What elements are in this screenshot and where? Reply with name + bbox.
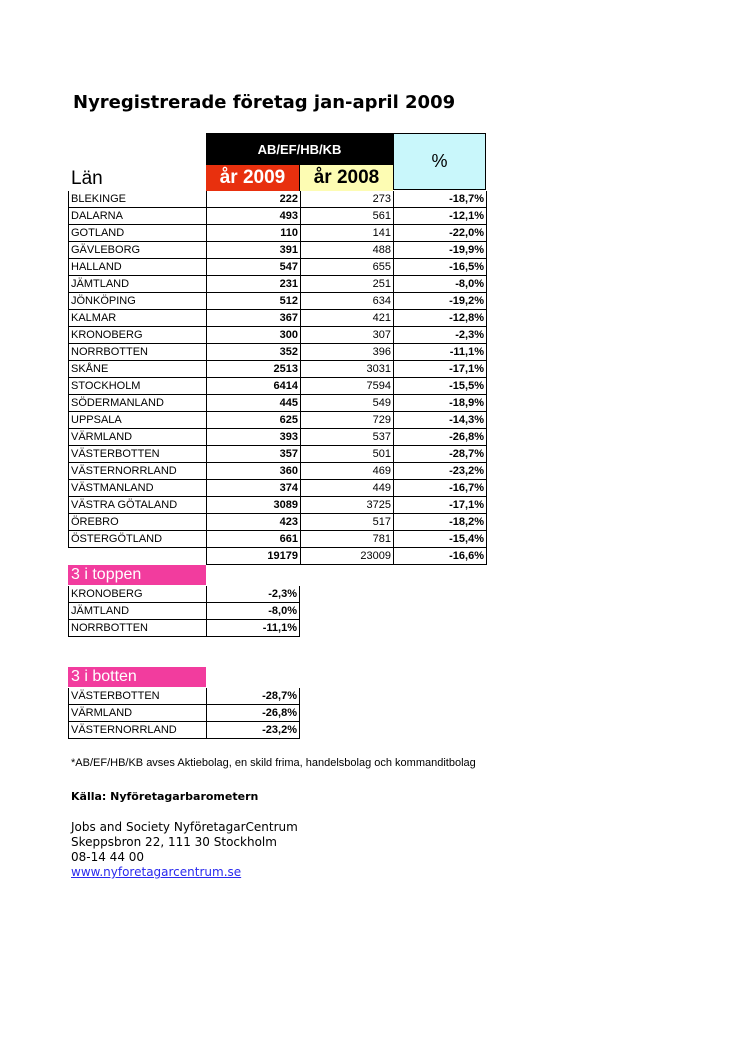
change-percent: -18,2% bbox=[394, 514, 487, 531]
county-name: VÄSTERNORRLAND bbox=[69, 722, 207, 739]
change-percent: -19,9% bbox=[394, 242, 487, 259]
county-name: VÄSTERBOTTEN bbox=[69, 688, 207, 705]
county-table bbox=[68, 191, 487, 565]
list-item bbox=[69, 705, 300, 722]
top3-table bbox=[68, 586, 300, 637]
value-2008: 396 bbox=[301, 344, 394, 361]
table-row bbox=[69, 361, 487, 378]
change-percent: -22,0% bbox=[394, 225, 487, 242]
county-name: VÄSTERNORRLAND bbox=[69, 463, 207, 480]
value-2008: 421 bbox=[301, 310, 394, 327]
table-row bbox=[69, 208, 487, 225]
table-row bbox=[69, 412, 487, 429]
value-2008: 141 bbox=[301, 225, 394, 242]
county-name: BLEKINGE bbox=[69, 191, 207, 208]
value-2009: 300 bbox=[207, 327, 301, 344]
value-2008: 501 bbox=[301, 446, 394, 463]
list-item bbox=[69, 688, 300, 705]
value-2009: 222 bbox=[207, 191, 301, 208]
value-2008: 3031 bbox=[301, 361, 394, 378]
list-item bbox=[69, 722, 300, 739]
table-row bbox=[69, 395, 487, 412]
table-row bbox=[69, 259, 487, 276]
contact-address: Skeppsbron 22, 111 30 Stockholm bbox=[71, 835, 277, 849]
value-2009: 3089 bbox=[207, 497, 301, 514]
change-percent: -17,1% bbox=[394, 497, 487, 514]
header-year-2008: år 2008 bbox=[300, 165, 393, 191]
list-item bbox=[69, 620, 300, 637]
value-2009: 547 bbox=[207, 259, 301, 276]
value-2009: 2513 bbox=[207, 361, 301, 378]
county-name: SÖDERMANLAND bbox=[69, 395, 207, 412]
list-item bbox=[69, 603, 300, 620]
bottom3-table-body bbox=[69, 688, 300, 739]
value-2008: 449 bbox=[301, 480, 394, 497]
value-2009: 661 bbox=[207, 531, 301, 548]
table-row bbox=[69, 378, 487, 395]
total-percent: -16,6% bbox=[394, 548, 487, 565]
contact-website-link[interactable]: www.nyforetagarcentrum.se bbox=[71, 865, 242, 879]
source-label: Källa: Nyföretagarbarometern bbox=[71, 790, 259, 803]
document-title: Nyregistrerade företag jan-april 2009 bbox=[73, 92, 456, 113]
change-percent: -28,7% bbox=[207, 688, 300, 705]
county-name: NORRBOTTEN bbox=[69, 344, 207, 361]
value-2008: 781 bbox=[301, 531, 394, 548]
table-row bbox=[69, 429, 487, 446]
county-name: UPPSALA bbox=[69, 412, 207, 429]
value-2009: 512 bbox=[207, 293, 301, 310]
value-2008: 273 bbox=[301, 191, 394, 208]
value-2008: 3725 bbox=[301, 497, 394, 514]
header-year-2009: år 2009 bbox=[206, 165, 300, 191]
county-name: JÖNKÖPING bbox=[69, 293, 207, 310]
footnote: *AB/EF/HB/KB avses Aktiebolag, en skild frima, handelsbolag och kommanditbolag bbox=[71, 757, 476, 769]
county-name: NORRBOTTEN bbox=[69, 620, 207, 637]
value-2009: 493 bbox=[207, 208, 301, 225]
table-row bbox=[69, 276, 487, 293]
value-2008: 655 bbox=[301, 259, 394, 276]
value-2009: 374 bbox=[207, 480, 301, 497]
value-2008: 307 bbox=[301, 327, 394, 344]
value-2009: 360 bbox=[207, 463, 301, 480]
change-percent: -8,0% bbox=[394, 276, 487, 293]
total-row bbox=[69, 548, 487, 565]
change-percent: -11,1% bbox=[394, 344, 487, 361]
table-row bbox=[69, 480, 487, 497]
value-2009: 391 bbox=[207, 242, 301, 259]
change-percent: -28,7% bbox=[394, 446, 487, 463]
change-percent: -19,2% bbox=[394, 293, 487, 310]
table-row bbox=[69, 191, 487, 208]
county-name: KALMAR bbox=[69, 310, 207, 327]
county-table-body bbox=[69, 191, 487, 565]
change-percent: -17,1% bbox=[394, 361, 487, 378]
change-percent: -11,1% bbox=[207, 620, 300, 637]
contact-org: Jobs and Society NyföretagarCentrum bbox=[71, 820, 298, 834]
county-name: VÄSTMANLAND bbox=[69, 480, 207, 497]
value-2008: 729 bbox=[301, 412, 394, 429]
county-name: VÄRMLAND bbox=[69, 429, 207, 446]
value-2008: 517 bbox=[301, 514, 394, 531]
change-percent: -12,1% bbox=[394, 208, 487, 225]
county-name: STOCKHOLM bbox=[69, 378, 207, 395]
value-2008: 488 bbox=[301, 242, 394, 259]
table-row bbox=[69, 310, 487, 327]
county-name: HALLAND bbox=[69, 259, 207, 276]
header-percent: % bbox=[393, 133, 486, 190]
change-percent: -15,4% bbox=[394, 531, 487, 548]
county-name: VÄSTRA GÖTALAND bbox=[69, 497, 207, 514]
change-percent: -16,5% bbox=[394, 259, 487, 276]
top3-label: 3 i toppen bbox=[68, 565, 206, 585]
value-2008: 469 bbox=[301, 463, 394, 480]
top3-table-body bbox=[69, 586, 300, 637]
bottom3-label: 3 i botten bbox=[68, 667, 206, 687]
county-name: ÖREBRO bbox=[69, 514, 207, 531]
value-2008: 549 bbox=[301, 395, 394, 412]
change-percent: -2,3% bbox=[394, 327, 487, 344]
value-2008: 634 bbox=[301, 293, 394, 310]
value-2009: 231 bbox=[207, 276, 301, 293]
county-name: JÄMTLAND bbox=[69, 276, 207, 293]
change-percent: -8,0% bbox=[207, 603, 300, 620]
change-percent: -14,3% bbox=[394, 412, 487, 429]
total-2008: 23009 bbox=[301, 548, 394, 565]
contact-phone: 08-14 44 00 bbox=[71, 850, 145, 864]
table-row bbox=[69, 531, 487, 548]
change-percent: -18,7% bbox=[394, 191, 487, 208]
county-name: GOTLAND bbox=[69, 225, 207, 242]
value-2008: 537 bbox=[301, 429, 394, 446]
table-row bbox=[69, 293, 487, 310]
total-2009: 19179 bbox=[207, 548, 301, 565]
contact-block bbox=[71, 820, 298, 880]
change-percent: -15,5% bbox=[394, 378, 487, 395]
county-name: GÄVLEBORG bbox=[69, 242, 207, 259]
value-2008: 561 bbox=[301, 208, 394, 225]
county-name: ÖSTERGÖTLAND bbox=[69, 531, 207, 548]
value-2009: 625 bbox=[207, 412, 301, 429]
table-row bbox=[69, 514, 487, 531]
value-2009: 352 bbox=[207, 344, 301, 361]
county-name: DALARNA bbox=[69, 208, 207, 225]
county-name: JÄMTLAND bbox=[69, 603, 207, 620]
table-row bbox=[69, 344, 487, 361]
header-lan: Län bbox=[71, 168, 103, 189]
change-percent: -16,7% bbox=[394, 480, 487, 497]
change-percent: -18,9% bbox=[394, 395, 487, 412]
table-row bbox=[69, 225, 487, 242]
table-row bbox=[69, 327, 487, 344]
change-percent: -2,3% bbox=[207, 586, 300, 603]
value-2009: 393 bbox=[207, 429, 301, 446]
county-name: VÄRMLAND bbox=[69, 705, 207, 722]
change-percent: -26,8% bbox=[394, 429, 487, 446]
value-2008: 251 bbox=[301, 276, 394, 293]
bottom3-table bbox=[68, 688, 300, 739]
value-2009: 357 bbox=[207, 446, 301, 463]
change-percent: -23,2% bbox=[207, 722, 300, 739]
total-blank bbox=[69, 548, 207, 565]
change-percent: -12,8% bbox=[394, 310, 487, 327]
change-percent: -23,2% bbox=[394, 463, 487, 480]
value-2009: 110 bbox=[207, 225, 301, 242]
list-item bbox=[69, 586, 300, 603]
table-row bbox=[69, 497, 487, 514]
table-row bbox=[69, 463, 487, 480]
value-2009: 423 bbox=[207, 514, 301, 531]
value-2008: 7594 bbox=[301, 378, 394, 395]
county-name: VÄSTERBOTTEN bbox=[69, 446, 207, 463]
change-percent: -26,8% bbox=[207, 705, 300, 722]
value-2009: 367 bbox=[207, 310, 301, 327]
table-row bbox=[69, 242, 487, 259]
county-name: KRONOBERG bbox=[69, 327, 207, 344]
value-2009: 445 bbox=[207, 395, 301, 412]
county-name: SKÅNE bbox=[69, 361, 207, 378]
header-company-types: AB/EF/HB/KB bbox=[206, 133, 393, 165]
county-name: KRONOBERG bbox=[69, 586, 207, 603]
value-2009: 6414 bbox=[207, 378, 301, 395]
table-row bbox=[69, 446, 487, 463]
